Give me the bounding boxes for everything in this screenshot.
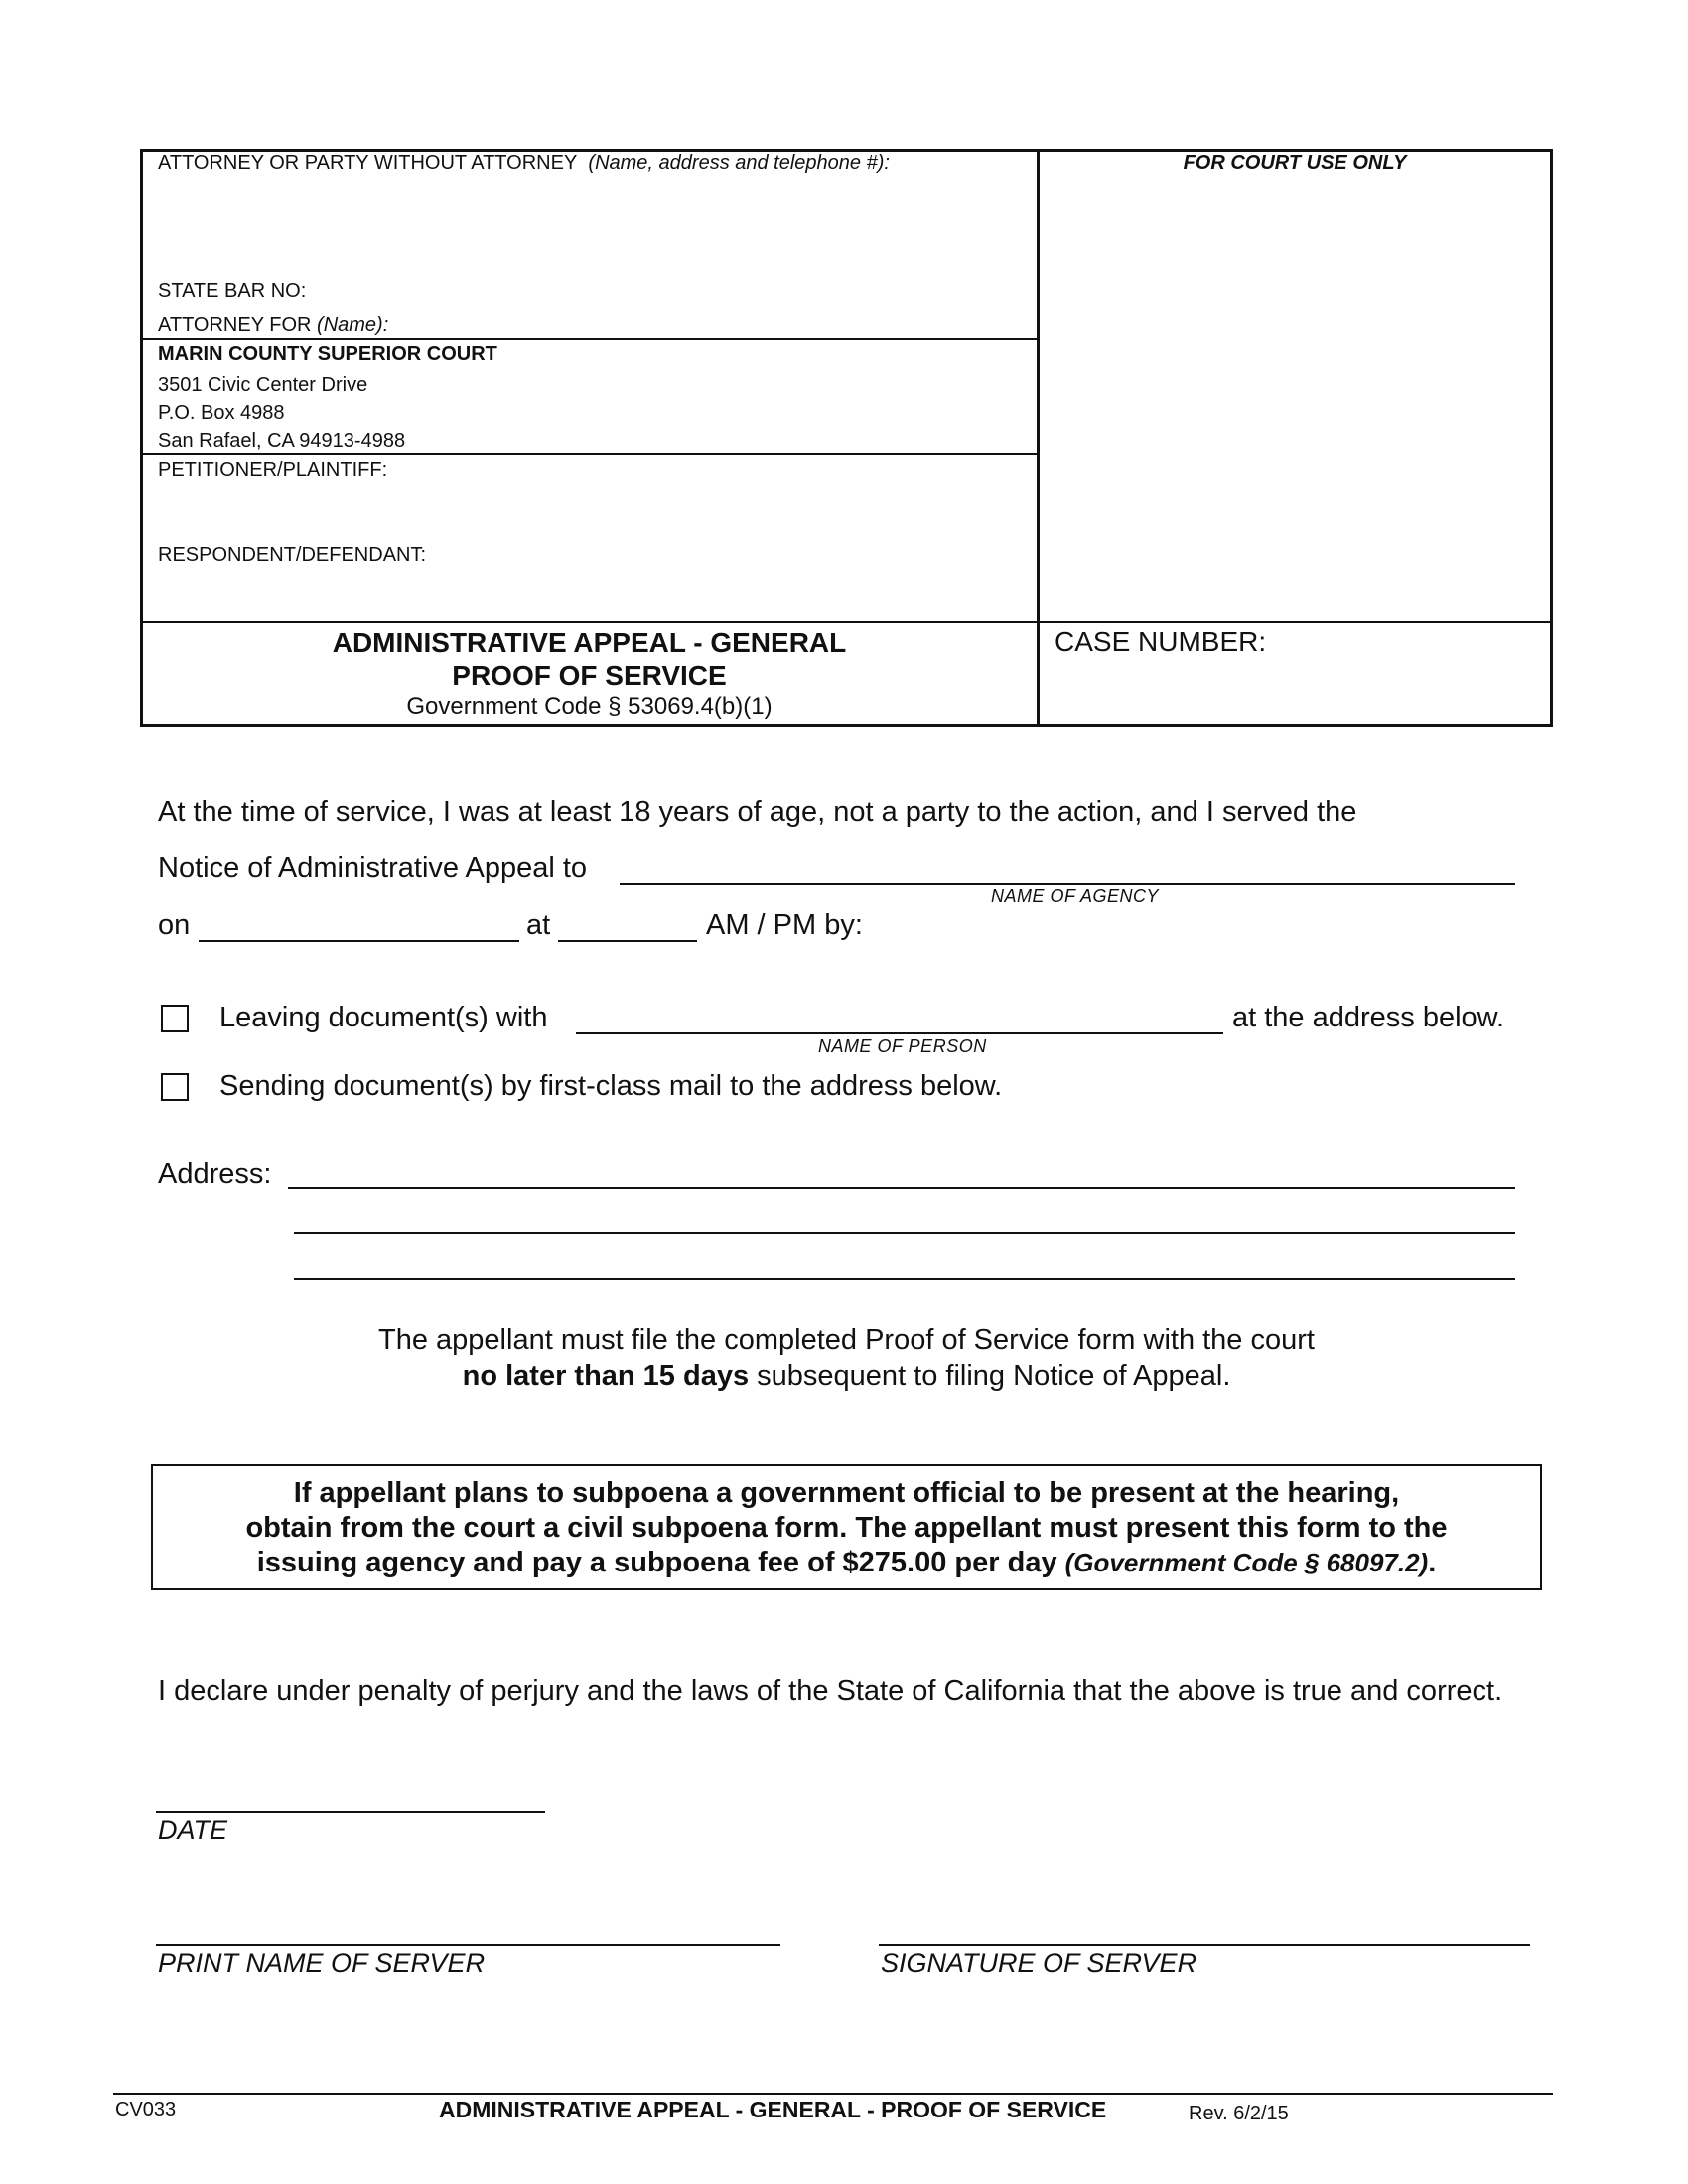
form-title (140, 626, 1039, 722)
notice-label: Notice of Administrative Appeal to (158, 852, 588, 884)
subpoena-notice-text (153, 1466, 1540, 1580)
caption-rule-title (140, 621, 1553, 623)
state-bar-label: STATE BAR NO: (158, 280, 307, 302)
subpoena-line-1: If appellant plans to subpoena a government official to be present at the hearing, (293, 1477, 1400, 1509)
form-title-line-2: PROOF OF SERVICE (452, 660, 727, 691)
subpoena-notice-box (151, 1464, 1542, 1590)
date-label: DATE (158, 1815, 228, 1844)
declaration-text: I declare under penalty of perjury and the laws of the State of California that the above is true and correct. (158, 1675, 1503, 1706)
address-line-2-field[interactable] (294, 1232, 1515, 1234)
print-name-label: PRINT NAME OF SERVER (158, 1948, 486, 1978)
attorney-for-line (158, 314, 388, 337)
form-code: Government Code § 53069.4(b)(1) (406, 693, 773, 720)
leaving-checkbox[interactable] (161, 1005, 189, 1032)
subpoena-code-citation: (Government Code § 68097.2) (1064, 1548, 1429, 1577)
print-name-field[interactable] (156, 1944, 780, 1946)
address-line-1-field[interactable] (288, 1187, 1515, 1189)
ampm-label: AM / PM by: (706, 909, 863, 941)
signature-label: SIGNATURE OF SERVER (881, 1948, 1197, 1978)
footer-rule (113, 2093, 1553, 2095)
petitioner-label: PETITIONER/PLAINTIFF: (158, 459, 388, 480)
court-use-label: FOR COURT USE ONLY (1183, 152, 1407, 174)
case-number-label: CASE NUMBER: (1055, 626, 1267, 657)
court-address-line: P.O. Box 4988 (158, 402, 285, 424)
court-address-line: San Rafael, CA 94913-4988 (158, 430, 406, 452)
caption-rule-attorney (140, 338, 1039, 340)
agency-name-field[interactable] (620, 883, 1515, 885)
person-caption: NAME OF PERSON (818, 1036, 987, 1056)
court-address (158, 371, 405, 455)
attorney-label: ATTORNEY OR PARTY WITHOUT ATTORNEY (158, 152, 578, 174)
subpoena-line-2: obtain from the court a civil subpoena form. The appellant must present this form to the (245, 1512, 1448, 1544)
service-time-field[interactable] (558, 940, 697, 942)
respondent-label: RESPONDENT/DEFENDANT: (158, 544, 427, 566)
service-date-field[interactable] (199, 940, 519, 942)
agency-caption: NAME OF AGENCY (991, 887, 1160, 906)
attorney-for-label: ATTORNEY FOR (158, 314, 312, 336)
person-name-field[interactable] (576, 1032, 1223, 1034)
signature-field[interactable] (879, 1944, 1530, 1946)
deadline-line-1: The appellant must file the completed Proof of Service form with the court (378, 1324, 1315, 1356)
deadline-emphasis: no later than 15 days (462, 1360, 750, 1392)
attorney-hint: (Name, address and telephone #): (588, 152, 890, 174)
deadline-line-2 (140, 1358, 1553, 1394)
option-mail-label: Sending document(s) by first-class mail to the address below. (219, 1070, 1003, 1102)
subpoena-line-3-main: issuing agency and pay a subpoena fee of $275.00 per day (256, 1547, 1065, 1578)
date-field[interactable] (156, 1811, 545, 1813)
footer-title: ADMINISTRATIVE APPEAL - GENERAL - PROOF OF SERVICE (439, 2097, 1107, 2122)
address-line-3-field[interactable] (294, 1278, 1515, 1280)
court-address-line: 3501 Civic Center Drive (158, 374, 368, 396)
caption-right-border (1550, 149, 1553, 727)
option-leaving-label: Leaving document(s) with (219, 1002, 548, 1033)
at-label: at (526, 909, 551, 941)
subpoena-line-3 (153, 1546, 1540, 1580)
caption-bottom-border (140, 724, 1553, 727)
mail-checkbox[interactable] (161, 1073, 189, 1101)
attorney-for-hint: (Name): (317, 314, 389, 336)
court-name: MARIN COUNTY SUPERIOR COURT (158, 343, 497, 365)
form-title-line-1: ADMINISTRATIVE APPEAL - GENERAL (332, 627, 847, 658)
attorney-label-line (158, 152, 890, 175)
deadline-rest: subsequent to filing Notice of Appeal. (749, 1360, 1231, 1392)
service-intro: At the time of service, I was at least 18 years of age, not a party to the action, and I served the (158, 796, 1357, 828)
footer-form-id: CV033 (115, 2099, 177, 2120)
address-label: Address: (158, 1159, 272, 1190)
option-leaving-suffix: at the address below. (1232, 1002, 1505, 1033)
deadline-note (140, 1322, 1553, 1394)
on-label: on (158, 909, 191, 941)
footer-revision: Rev. 6/2/15 (1189, 2103, 1289, 2124)
subpoena-line-3-end: . (1428, 1547, 1437, 1578)
